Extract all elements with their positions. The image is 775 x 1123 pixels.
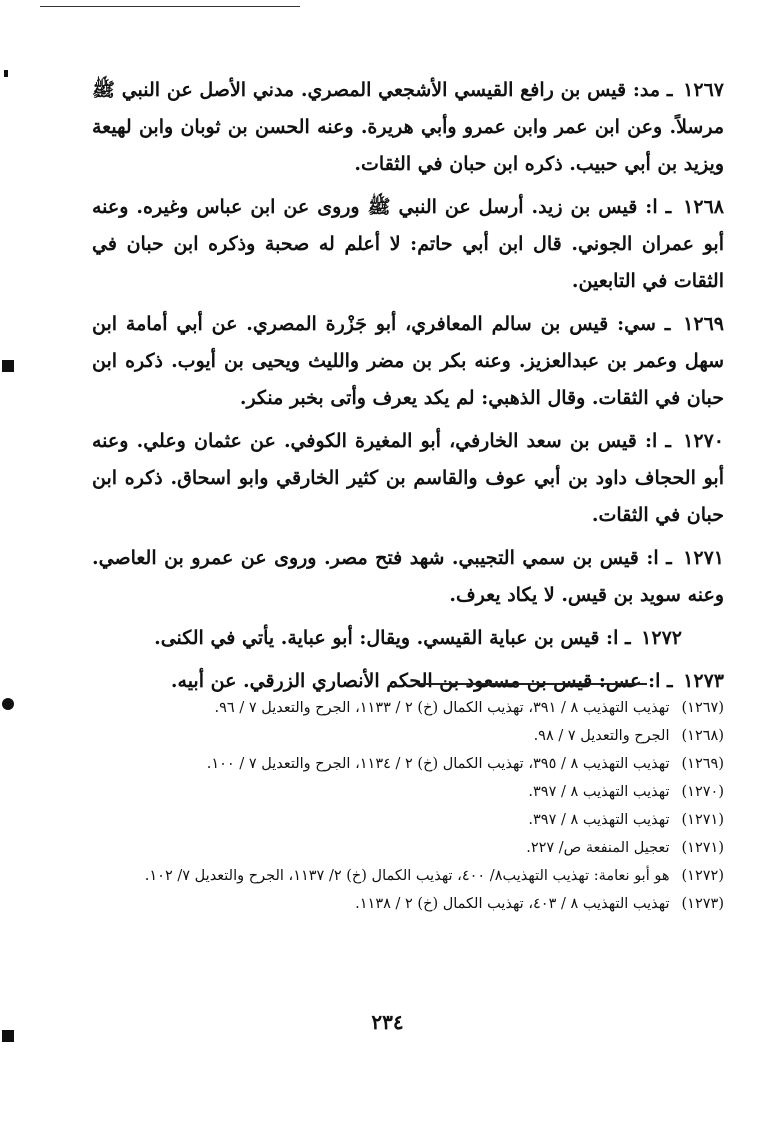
- entry-text: ـ سي: قيس بن سالم المعافري، أبو جَزْرة المصري. عن أبي أمامة ابن سهل وعمر بن عبدالعزيز. وعنه بكر بن مضر والليث ويحيى بن أيوب. ذكره ابن حبان في الثقات. وقال الذهبي: لم يكد يعرف وأتى بخبر منكر.: [92, 313, 724, 409]
- entry-1270: [92, 423, 724, 534]
- footnote-number: (١٢٧٣): [681, 896, 724, 912]
- footnote: [92, 890, 724, 918]
- page-number: ٢٣٤: [371, 1010, 404, 1034]
- scan-mark: [2, 360, 14, 372]
- entry-number: ١٢٦٨: [683, 196, 724, 218]
- entry-text: ـ ا: عس: قيس بن مسعود بن الحكم الأنصاري الزرقي. عن أبيه.: [170, 670, 673, 692]
- entry-text: ـ ا: قيس بن سعد الخارفي، أبو المغيرة الكوفي. عن عثمان وعلي. وعنه أبو الحجاف داود بن أبي عوف والقاسم بن كثير الخارقي وابو اسحاق. ذكره ابن حبان في الثقات.: [92, 430, 724, 526]
- entry-number: ١٢٧٣: [683, 670, 724, 692]
- footnote-text: تهذيب التهذيب ٨ / ٣٩٥، تهذيب الكمال (خ) ٢ / ١١٣٤، الجرح والتعديل ٧ / ١٠٠.: [206, 756, 670, 772]
- footnote-text: هو أبو نعامة: تهذيب التهذيب٨/ ٤٠٠، تهذيب الكمال (خ) ٢/ ١١٣٧، الجرح والتعديل ٧/ ١٠٢.: [144, 868, 670, 884]
- footnote-number: (١٢٧٢): [681, 868, 724, 884]
- footnote: [92, 806, 724, 834]
- entry-1271: [92, 540, 724, 614]
- entry-text: ـ ا: قيس بن عباية القيسي. ويقال: أبو عباية. يأتي في الكنى.: [154, 627, 631, 649]
- entry-number: ١٢٦٧: [683, 79, 724, 101]
- footnote: [92, 694, 724, 722]
- top-rule: [40, 6, 300, 7]
- footnote: [92, 722, 724, 750]
- scan-mark: [4, 70, 8, 77]
- entry-number: ١٢٦٩: [683, 313, 724, 335]
- footnote-number: (١٢٧١): [681, 812, 724, 828]
- entry-1268: [92, 189, 724, 300]
- footnote-number: (١٢٧١): [681, 840, 724, 856]
- footnote-text: تهذيب التهذيب ٨ / ٣٩٧.: [528, 784, 670, 800]
- entry-1269: [92, 306, 724, 417]
- footnote: [92, 834, 724, 862]
- footnote-text: الجرح والتعديل ٧ / ٩٨.: [533, 728, 670, 744]
- footnote-text: تهذيب التهذيب ٨ / ٣٩٧.: [528, 812, 670, 828]
- entry-text: ـ مد: قيس بن رافع القيسي الأشجعي المصري. مدني الأصل عن النبي ﷺ مرسلاً. وعن ابن عمر وابن عمرو وأبي هريرة. وعنه الحسن بن ثوبان وابن لهيعة ويزيد بن أبي حبيب. ذكره ابن حبان في الثقات.: [92, 79, 724, 175]
- footnote: [92, 862, 724, 890]
- footnote-number: (١٢٧٠): [681, 784, 724, 800]
- entry-text: ـ ا: قيس بن سمي التجيبي. شهد فتح مصر. وروى عن عمرو بن العاصي. وعنه سويد بن قيس. لا يكاد يعرف.: [92, 547, 724, 606]
- footnote-number: (١٢٦٧): [681, 700, 724, 716]
- footnote-text: تهذيب التهذيب ٨ / ٣٩١، تهذيب الكمال (خ) ٢ / ١١٣٣، الجرح والتعديل ٧ / ٩٦.: [214, 700, 670, 716]
- entry-number: ١٢٧٢: [641, 627, 682, 649]
- entries-list: [92, 72, 724, 700]
- footnote-text: تعجيل المنفعة ص/ ٢٢٧.: [526, 840, 670, 856]
- entry-1267: [92, 72, 724, 183]
- footnote-number: (١٢٦٨): [681, 728, 724, 744]
- footnote: [92, 778, 724, 806]
- entry-text: ـ ا: قيس بن زيد. أرسل عن النبي ﷺ وروى عن ابن عباس وغيره. وعنه أبو عمران الجوني. قال ابن أبي حاتم: لا أعلم له صحبة وذكره ابن حبان في الثقات في التابعين.: [92, 196, 724, 292]
- scan-mark: [2, 698, 14, 710]
- entry-1272: [92, 620, 724, 657]
- entry-number: ١٢٧٠: [683, 430, 724, 452]
- footnote-text: تهذيب التهذيب ٨ / ٤٠٣، تهذيب الكمال (خ) ٢ / ١١٣٨.: [355, 896, 670, 912]
- footnote: [92, 750, 724, 778]
- main-text: [92, 72, 724, 706]
- footnote-number: (١٢٦٩): [681, 756, 724, 772]
- footnote-rule: [415, 683, 647, 685]
- footnotes: [92, 694, 724, 918]
- entry-number: ١٢٧١: [683, 547, 724, 569]
